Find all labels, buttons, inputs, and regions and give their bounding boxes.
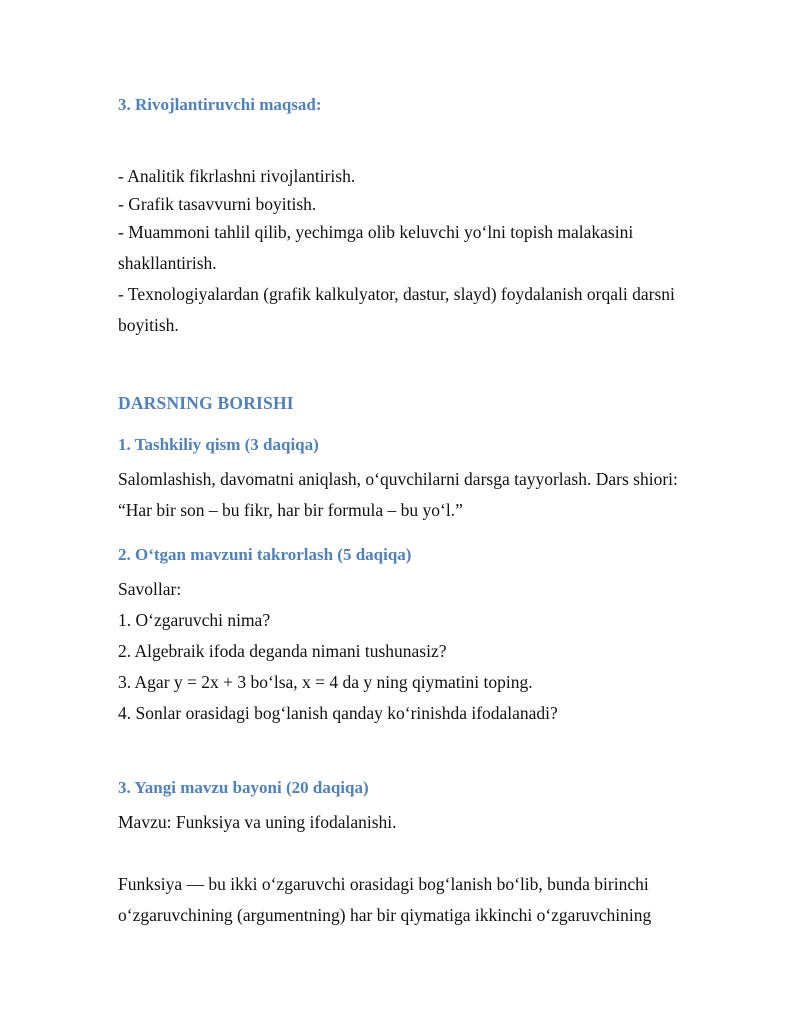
part2-heading: 2. O‘tgan mavzuni takrorlash (5 daqiqa) <box>118 545 412 564</box>
goal-line-1: - Analitik fikrlashni rivojlantirish. <box>118 166 356 186</box>
goal-line-2: - Grafik tasavvurni boyitish. <box>118 194 317 214</box>
goal-line-4: shakllantirish. <box>118 253 217 273</box>
question-4: 4. Sonlar orasidagi bog‘lanish qanday ko‘rinishda ifodalanadi? <box>118 703 558 723</box>
question-3: 3. Agar y = 2x + 3 bo‘lsa, x = 4 da y ning qiymatini toping. <box>118 672 533 692</box>
goal-line-6: boyitish. <box>118 315 179 335</box>
section3-heading: 3. Rivojlantiruvchi maqsad: <box>118 95 322 114</box>
part1-heading: 1. Tashkiliy qism (3 daqiqa) <box>118 435 319 454</box>
goal-line-5: - Texnologiyalardan (grafik kalkulyator, dastur, slayd) foydalanish orqali darsni <box>118 284 675 304</box>
part1-line-2: “Har bir son – bu fikr, har bir formula – bu yo‘l.” <box>118 500 463 520</box>
question-2: 2. Algebraik ifoda deganda nimani tushunasiz? <box>118 641 447 661</box>
part3-heading: 3. Yangi mavzu bayoni (20 daqiqa) <box>118 778 369 797</box>
document-page <box>118 0 718 1035</box>
goal-line-3: - Muammoni tahlil qilib, yechimga olib keluvchi yo‘lni topish malakasini <box>118 222 634 242</box>
part2-intro: Savollar: <box>118 579 182 599</box>
part3-topic: Mavzu: Funksiya va uning ifodalanishi. <box>118 812 397 832</box>
lesson-heading: DARSNING BORISHI <box>118 393 294 413</box>
part1-line-1: Salomlashish, davomatni aniqlash, o‘quvchilarni darsga tayyorlash. Dars shiori: <box>118 469 678 489</box>
definition-line-1: Funksiya — bu ikki o‘zgaruvchi orasidagi bog‘lanish bo‘lib, bunda birinchi <box>118 874 649 894</box>
question-1: 1. O‘zgaruvchi nima? <box>118 610 271 630</box>
definition-line-2: o‘zgaruvchining (argumentning) har bir qiymatiga ikkinchi o‘zgaruvchining <box>118 905 652 925</box>
